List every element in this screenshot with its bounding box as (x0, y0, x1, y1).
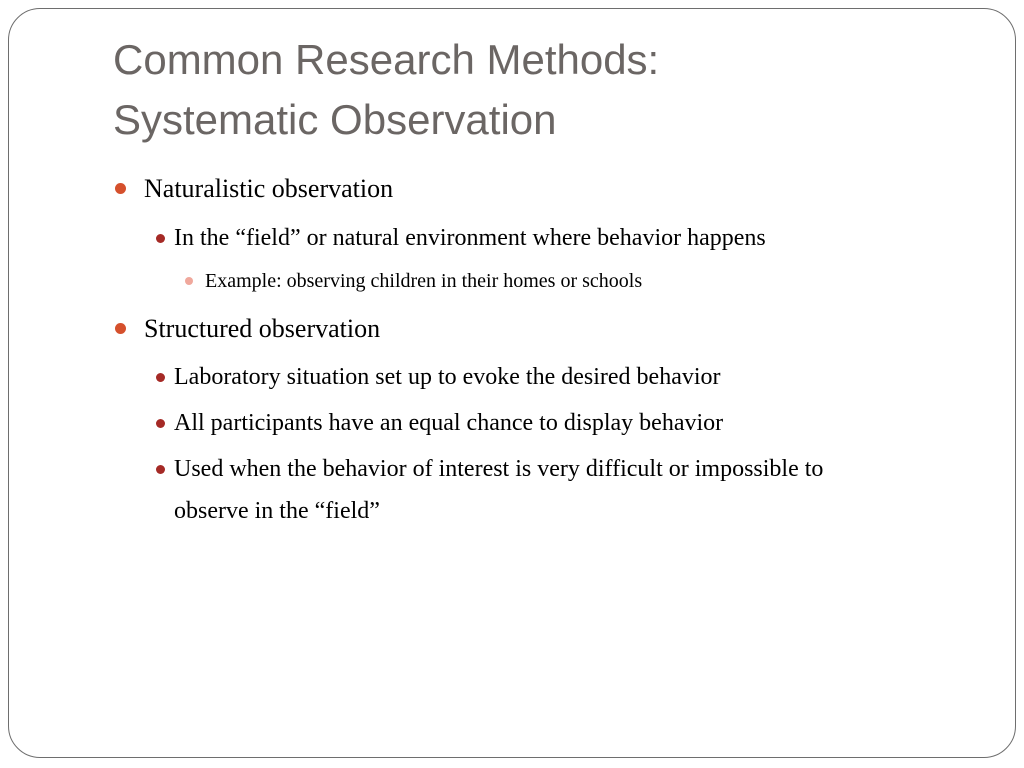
slide-title-line-2: Systematic Observation (113, 96, 557, 143)
bullet-dot-icon (115, 183, 126, 194)
bullet-used-when-difficult: Used when the behavior of interest is very difficult or impossible to observe in the “field” (174, 456, 824, 524)
bullet-dot-icon (156, 234, 165, 243)
bullet-field-environment: In the “field” or natural environment where behavior happens (174, 225, 766, 251)
bullet-dot-icon (156, 373, 165, 382)
slide-title-line-1: Common Research Methods: (113, 36, 660, 83)
bullet-laboratory-situation: Laboratory situation set up to evoke the desired behavior (174, 364, 721, 390)
bullet-example-children: Example: observing children in their homes or schools (205, 270, 643, 292)
bullet-structured-observation: Structured observation (144, 314, 381, 343)
bullet-dot-icon (156, 419, 165, 428)
bullet-naturalistic-observation: Naturalistic observation (144, 174, 394, 203)
bullet-equal-chance: All participants have an equal chance to display behavior (174, 410, 724, 436)
bullet-dot-icon (156, 465, 165, 474)
bullet-dot-icon (185, 277, 193, 285)
bullet-dot-icon (115, 323, 126, 334)
